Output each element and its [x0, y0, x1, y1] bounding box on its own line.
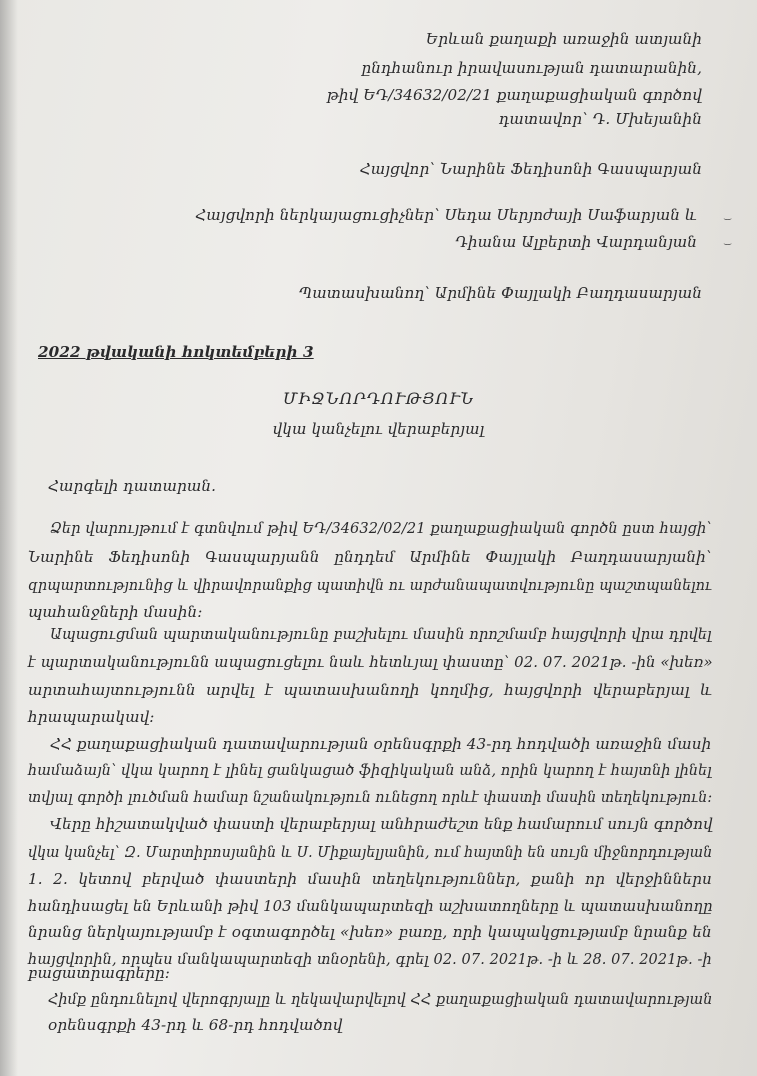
body-line: զրպարտությունից և վիրավորանքից պատիվն ու արժանապատվությունը պաշտպանելու [28, 576, 712, 594]
body-line: ՀՀ քաղաքացիական դատավարության օրենսգրքի 43-րդ հոդվածի առաջին մասի [50, 735, 712, 753]
body-line: հրապարակավ: [28, 708, 155, 726]
plaintiff-line: Հայցվոր՝ Նարինե Ֆեդիսոնի Գասպարյան [359, 160, 702, 178]
body-line: 1. 2. կետով բերված փաստերի մասին տեղեկություններ, քանի որ վերջիններս [28, 870, 712, 888]
body-line: օրենսգրքի 43-րդ և 68-րդ հոդվածով [48, 1016, 343, 1034]
body-line: պահանջների մասին: [28, 603, 203, 621]
body-line: Հիմք ընդունելով վերոգրյալը և ղեկավարվելով ՀՀ քաղաքացիական դատավարության [48, 990, 713, 1008]
body-line: տվյալ գործի լուծման համար նշանակություն ունեցող որևէ փաստի մասին տեղեկություն: [28, 788, 713, 806]
court-line-1: Երևան քաղաքի առաջին ատյանի [425, 30, 702, 48]
body-line: Ձեր վարույթում է գտնվում թիվ ԵԴ/34632/02/21 քաղաքացիական գործն ըստ հայցի՝ [50, 519, 712, 537]
representatives-line-1: Հայցվորի ներկայացուցիչներ՝ Սեդա Սերյոժայի Սաֆարյան և [195, 206, 697, 224]
body-line: համաձայն՝ վկա կարող է լինել ցանկացած ֆիզիկական անձ, որին կարող է հայտնի լինել [28, 761, 712, 779]
body-line: նրանց ներկայությամբ է օգտագործել «խեռ» բառը, որի կապակցությամբ նրանք են [28, 923, 712, 941]
case-number-line: թիվ ԵԴ/34632/02/21 քաղաքացիական գործով [326, 86, 702, 104]
defendant-line: Պատասխանող՝ Արմինե Փայլակի Բաղդասարյան [298, 284, 702, 302]
body-line: վկա կանչել՝ Զ. Մարտիրոսյանին և Ս. Միքայելյանին, ում հայտնի են սույն միջնորդության [28, 843, 713, 861]
body-line: է պարտականությունն ապացուցելու նաև հետևյալ փաստը՝ 02. 07. 2021թ. -ին «խեռ» [28, 653, 713, 671]
document-date: 2022 թվականի հոկտեմբերի 3 [38, 343, 314, 361]
body-line: արտահայտությունն արվել է պատասխանողի կողմից, հայցվորի վերաբերյալ և [28, 681, 713, 699]
body-line: հանդիսացել են Երևանի թիվ 103 մանկապարտեզի աշխատողները և պատասխանողը [28, 897, 713, 915]
body-line: Վերը հիշատակված փաստի վերաբերյալ անհրաժեշտ ենք համարում սույն գործով [50, 815, 713, 833]
salutation: Հարգելի դատարան. [48, 477, 217, 495]
body-line: Նարինե Ֆեդիսոնի Գասպարյանն ընդդեմ Արմինե Փայլակի Բաղդասարյանի՝ [28, 548, 712, 566]
body-line: բացատրագրերը: [28, 964, 170, 982]
representatives-line-2: Դիանա Ալբերտի Վարդանյան [455, 233, 697, 251]
body-line: Ապացուցման պարտականությունը բաշխելու մասին որոշմամբ հայցվորի վրա դրվել [50, 625, 712, 643]
court-line-2: ընդհանուր իրավասության դատարանին, [361, 59, 702, 77]
body-line: հայցվորին, որպես մանկապարտեզի տնօրենի, գրել 02. 07. 2021թ. -ի և 28. 07. 2021թ. -ի [28, 950, 712, 968]
judge-line: դատավոր՝ Դ. Մխեյանին [498, 110, 702, 128]
document-subtitle: վկա կանչելու վերաբերյալ [272, 420, 485, 438]
document-title: ՄԻՋՆՈՐԴՈՒԹՅՈՒՆ [282, 389, 475, 408]
page-shadow [0, 0, 18, 1076]
